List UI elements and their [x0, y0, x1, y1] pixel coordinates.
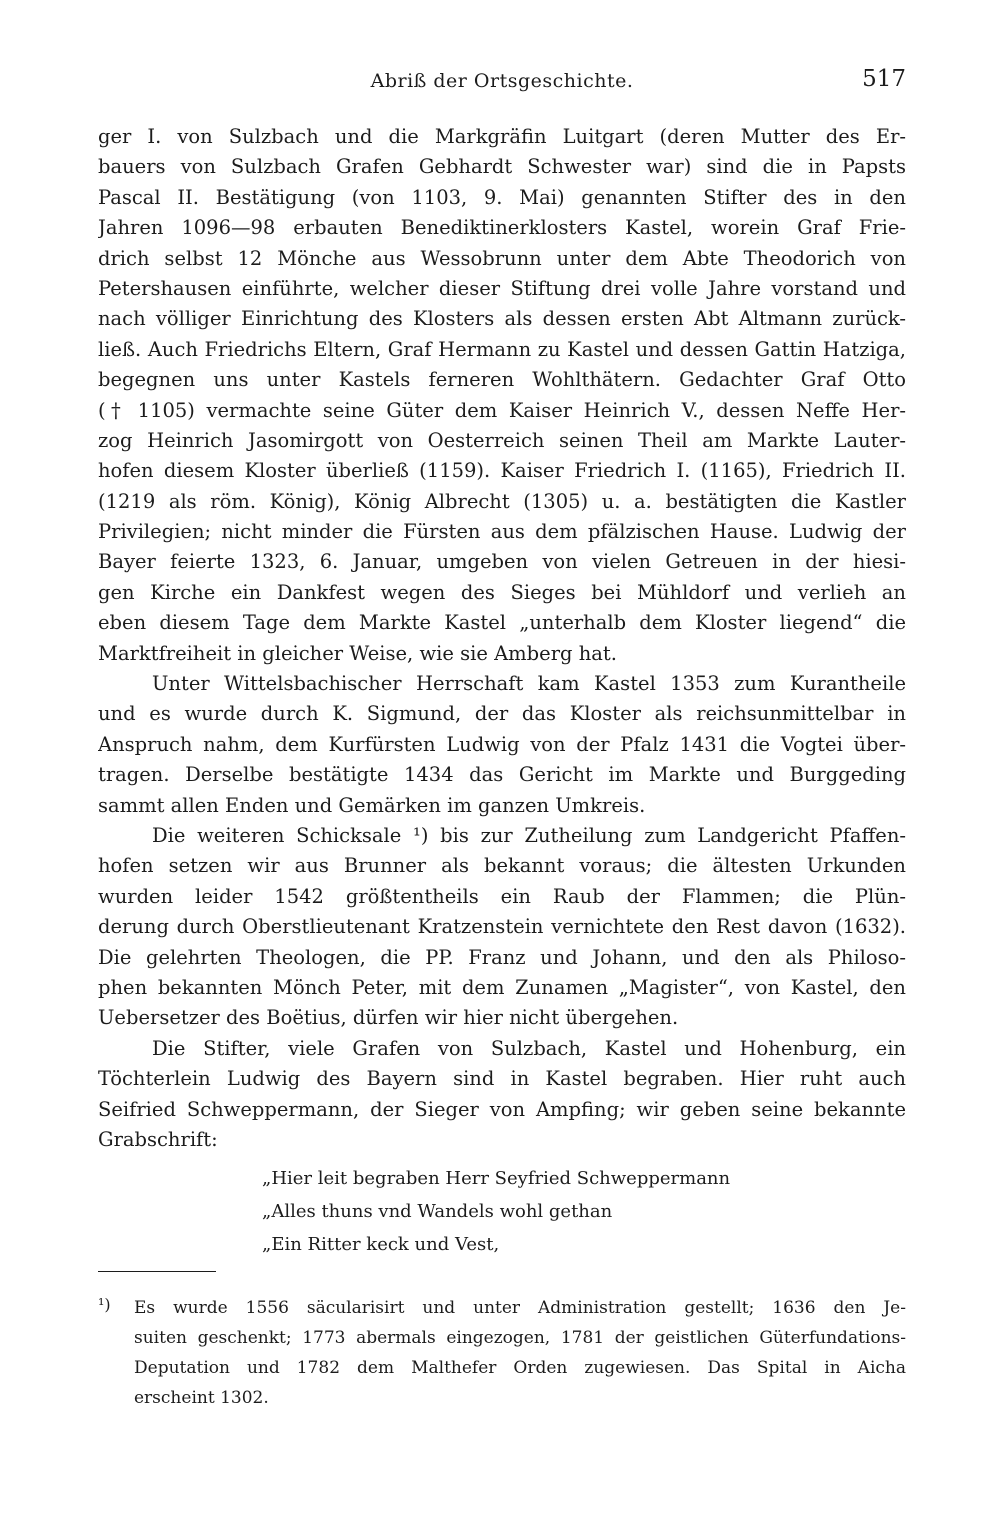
- text-line: († 1105) vermachte seine Güter dem Kaiser Heinrich V., dessen Neffe Her-: [98, 398, 906, 422]
- footnote-line: erscheint 1302.: [134, 1388, 269, 1408]
- footnote-text: Es wurde 1556 säcularisirt und unter Administration gestellt; 1636 den Je-: [134, 1298, 906, 1318]
- page-number: 517: [862, 66, 906, 92]
- footnote: [98, 1293, 906, 1413]
- footnote-marker: ¹): [98, 1295, 111, 1314]
- text-line: tragen. Derselbe bestätigte 1434 das Gericht im Markte und Burggeding: [98, 763, 906, 787]
- text-line: (1219 als röm. König), König Albrecht (1305) u. a. bestätigten die Kastler: [98, 489, 906, 513]
- page-header: [98, 66, 906, 106]
- verse-line: „Alles thuns vnd Wandels wohl gethan: [262, 1201, 613, 1222]
- text-line: ließ. Auch Friedrichs Eltern, Graf Hermann zu Kastel und dessen Gattin Hatziga,: [98, 337, 906, 361]
- text-line: eben diesem Tage dem Markte Kastel „unterhalb dem Kloster liegend“ die: [98, 611, 906, 635]
- text-line: Bayer feierte 1323, 6. Januar, umgeben von vielen Getreuen in der hiesi-: [98, 550, 906, 574]
- text-line: Privilegien; nicht minder die Fürsten aus dem pfälzischen Hause. Ludwig der: [98, 520, 906, 544]
- text-line: begegnen uns unter Kastels ferneren Wohlthätern. Gedachter Graf Otto: [98, 368, 906, 392]
- text-line: bauers von Sulzbach Grafen Gebhardt Schwester war) sind die in Papsts: [98, 155, 906, 179]
- text-line: Uebersetzer des Boëtius, dürfen wir hier nicht übergehen.: [98, 1006, 679, 1030]
- running-title: Abriß der Ortsgeschichte.: [370, 70, 634, 92]
- text-line: hofen setzen wir aus Brunner als bekannt voraus; die ältesten Urkunden: [98, 854, 906, 878]
- footnote-line: Deputation und 1782 dem Malthefer Orden zugewiesen. Das Spital in Aicha: [134, 1358, 906, 1378]
- text-line: phen bekannten Mönch Peter, mit dem Zunamen „Magister“, von Kastel, den: [98, 975, 906, 999]
- text-line: derung durch Oberstlieutenant Kratzenstein vernichtete den Rest davon (1632).: [98, 915, 906, 939]
- text-line: Unter Wittelsbachischer Herrschaft kam Kastel 1353 zum Kurantheile: [152, 672, 906, 696]
- text-line: Pascal II. Bestätigung (von 1103, 9. Mai) genannten Stifter des in den: [98, 185, 906, 209]
- text-line: hofen diesem Kloster überließ (1159). Kaiser Friedrich I. (1165), Friedrich II.: [98, 459, 906, 483]
- text-line: Jahren 1096—98 erbauten Benediktinerklosters Kastel, worein Graf Frie-: [98, 216, 906, 240]
- verse-line: „Ein Ritter keck und Vest,: [262, 1234, 500, 1255]
- text-line: Petershausen einführte, welcher dieser Stiftung drei volle Jahre vorstand und: [98, 276, 906, 300]
- text-line: drich selbst 12 Mönche aus Wessobrunn unter dem Abte Theodorich von: [98, 246, 906, 270]
- epitaph-verse: [262, 1162, 822, 1261]
- footnote-line: [98, 1293, 906, 1323]
- text-line: Die gelehrten Theologen, die PP. Franz und Johann, und den als Philoso-: [98, 945, 906, 969]
- text-line: gen Kirche ein Dankfest wegen des Sieges bei Mühldorf und verlieh an: [98, 580, 906, 604]
- text-line: Die Stifter, viele Grafen von Sulzbach, Kastel und Hohenburg, ein: [152, 1036, 906, 1060]
- text-line: Seifried Schweppermann, der Sieger von Ampfing; wir geben seine bekannte: [98, 1097, 906, 1121]
- text-line: Marktfreiheit in gleicher Weise, wie sie Amberg hat.: [98, 641, 617, 665]
- footnote-line: suiten geschenkt; 1773 abermals eingezogen, 1781 der geistlichen Güterfundations-: [134, 1328, 906, 1348]
- text-line: sammt allen Enden und Gemärken im ganzen Umkreis.: [98, 793, 646, 817]
- text-line: nach völliger Einrichtung des Klosters als dessen ersten Abt Altmann zurück-: [98, 307, 906, 331]
- text-line: wurden leider 1542 größtentheils ein Raub der Flammen; die Plün-: [98, 884, 906, 908]
- text-line: Töchterlein Ludwig des Bayern sind in Kastel begraben. Hier ruht auch: [98, 1067, 906, 1091]
- text-line: und es wurde durch K. Sigmund, der das Kloster als reichsunmittelbar in: [98, 702, 906, 726]
- verse-line: „Hier leit begraben Herr Seyfried Schweppermann: [262, 1168, 731, 1189]
- text-line: zog Heinrich Jasomirgott von Oesterreich seinen Theil am Markte Lauter-: [98, 428, 906, 452]
- footnote-rule: [98, 1271, 216, 1272]
- text-line: ger I. von Sulzbach und die Markgräfin Luitgart (deren Mutter des Er-: [98, 125, 906, 148]
- text-line: Anspruch nahm, dem Kurfürsten Ludwig von der Pfalz 1431 die Vogtei über-: [98, 732, 906, 756]
- body-text: [98, 122, 906, 1155]
- text-line: Die weiteren Schicksale ¹) bis zur Zutheilung zum Landgericht Pfaffen-: [152, 823, 906, 847]
- text-line: Grabschrift:: [98, 1127, 218, 1151]
